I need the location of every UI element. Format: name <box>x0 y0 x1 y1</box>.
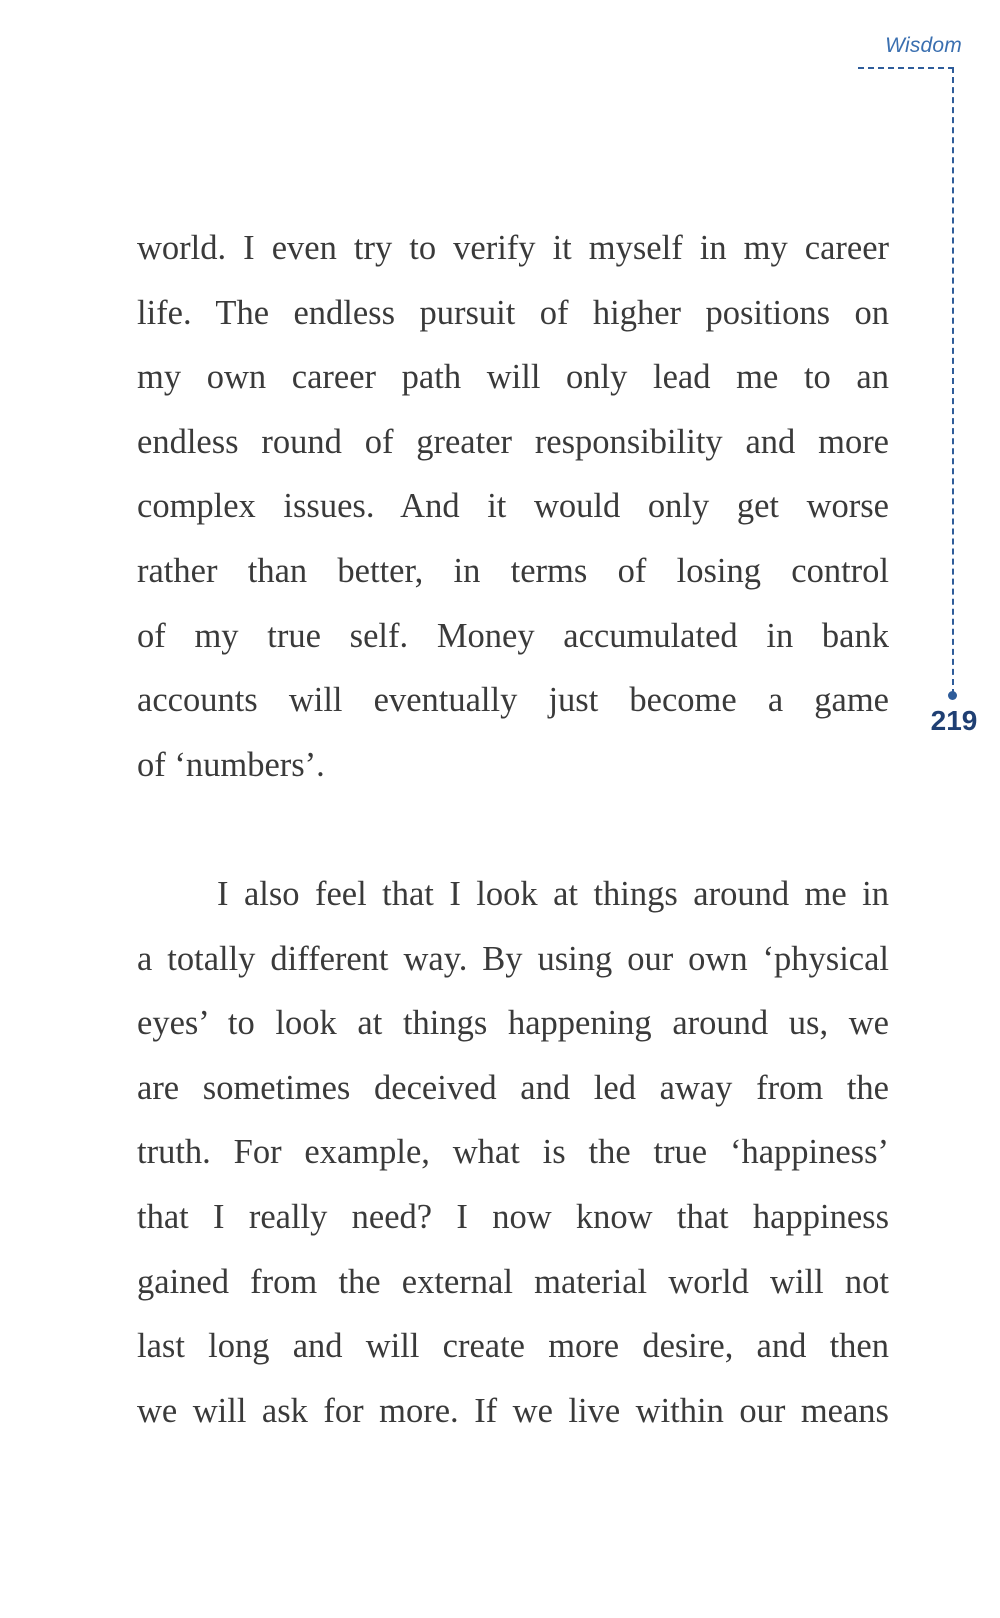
text-line: eyes’ to look at things happening around us, we <box>137 1004 889 1043</box>
text-line: of my true self. Money accumulated in bank <box>137 616 889 655</box>
paragraph-1 <box>137 216 889 797</box>
text-line: gained from the external material world will not <box>137 1262 889 1301</box>
text-line: a totally different way. By using our own ‘physical <box>137 939 889 978</box>
margin-guide-rule <box>952 67 954 695</box>
header-guide-rule <box>858 67 954 69</box>
text-line: life. The endless pursuit of higher positions on <box>137 293 889 332</box>
text-line: endless round of greater responsibility and more <box>137 422 889 461</box>
page-number: 219 <box>930 705 978 736</box>
text-line: complex issues. And it would only get worse <box>137 487 889 526</box>
paragraph-2 <box>137 862 889 1443</box>
section-title: Wisdom <box>885 34 962 57</box>
text-line: that I really need? I now know that happiness <box>137 1197 889 1236</box>
text-line: accounts will eventually just become a game <box>137 681 889 720</box>
text-line: of ‘numbers’. <box>137 745 325 784</box>
text-line: world. I even try to verify it myself in my career <box>137 229 889 267</box>
text-line: are sometimes deceived and led away from the <box>137 1068 889 1107</box>
guide-end-dot <box>948 691 957 700</box>
text-line: last long and will create more desire, and then <box>137 1327 889 1366</box>
text-line: I also feel that I look at things around me in <box>217 875 889 913</box>
text-line: rather than better, in terms of losing control <box>137 551 889 590</box>
text-line: my own career path will only lead me to an <box>137 358 889 397</box>
text-line: we will ask for more. If we live within our means <box>137 1391 889 1430</box>
text-line: truth. For example, what is the true ‘happiness’ <box>137 1133 889 1172</box>
